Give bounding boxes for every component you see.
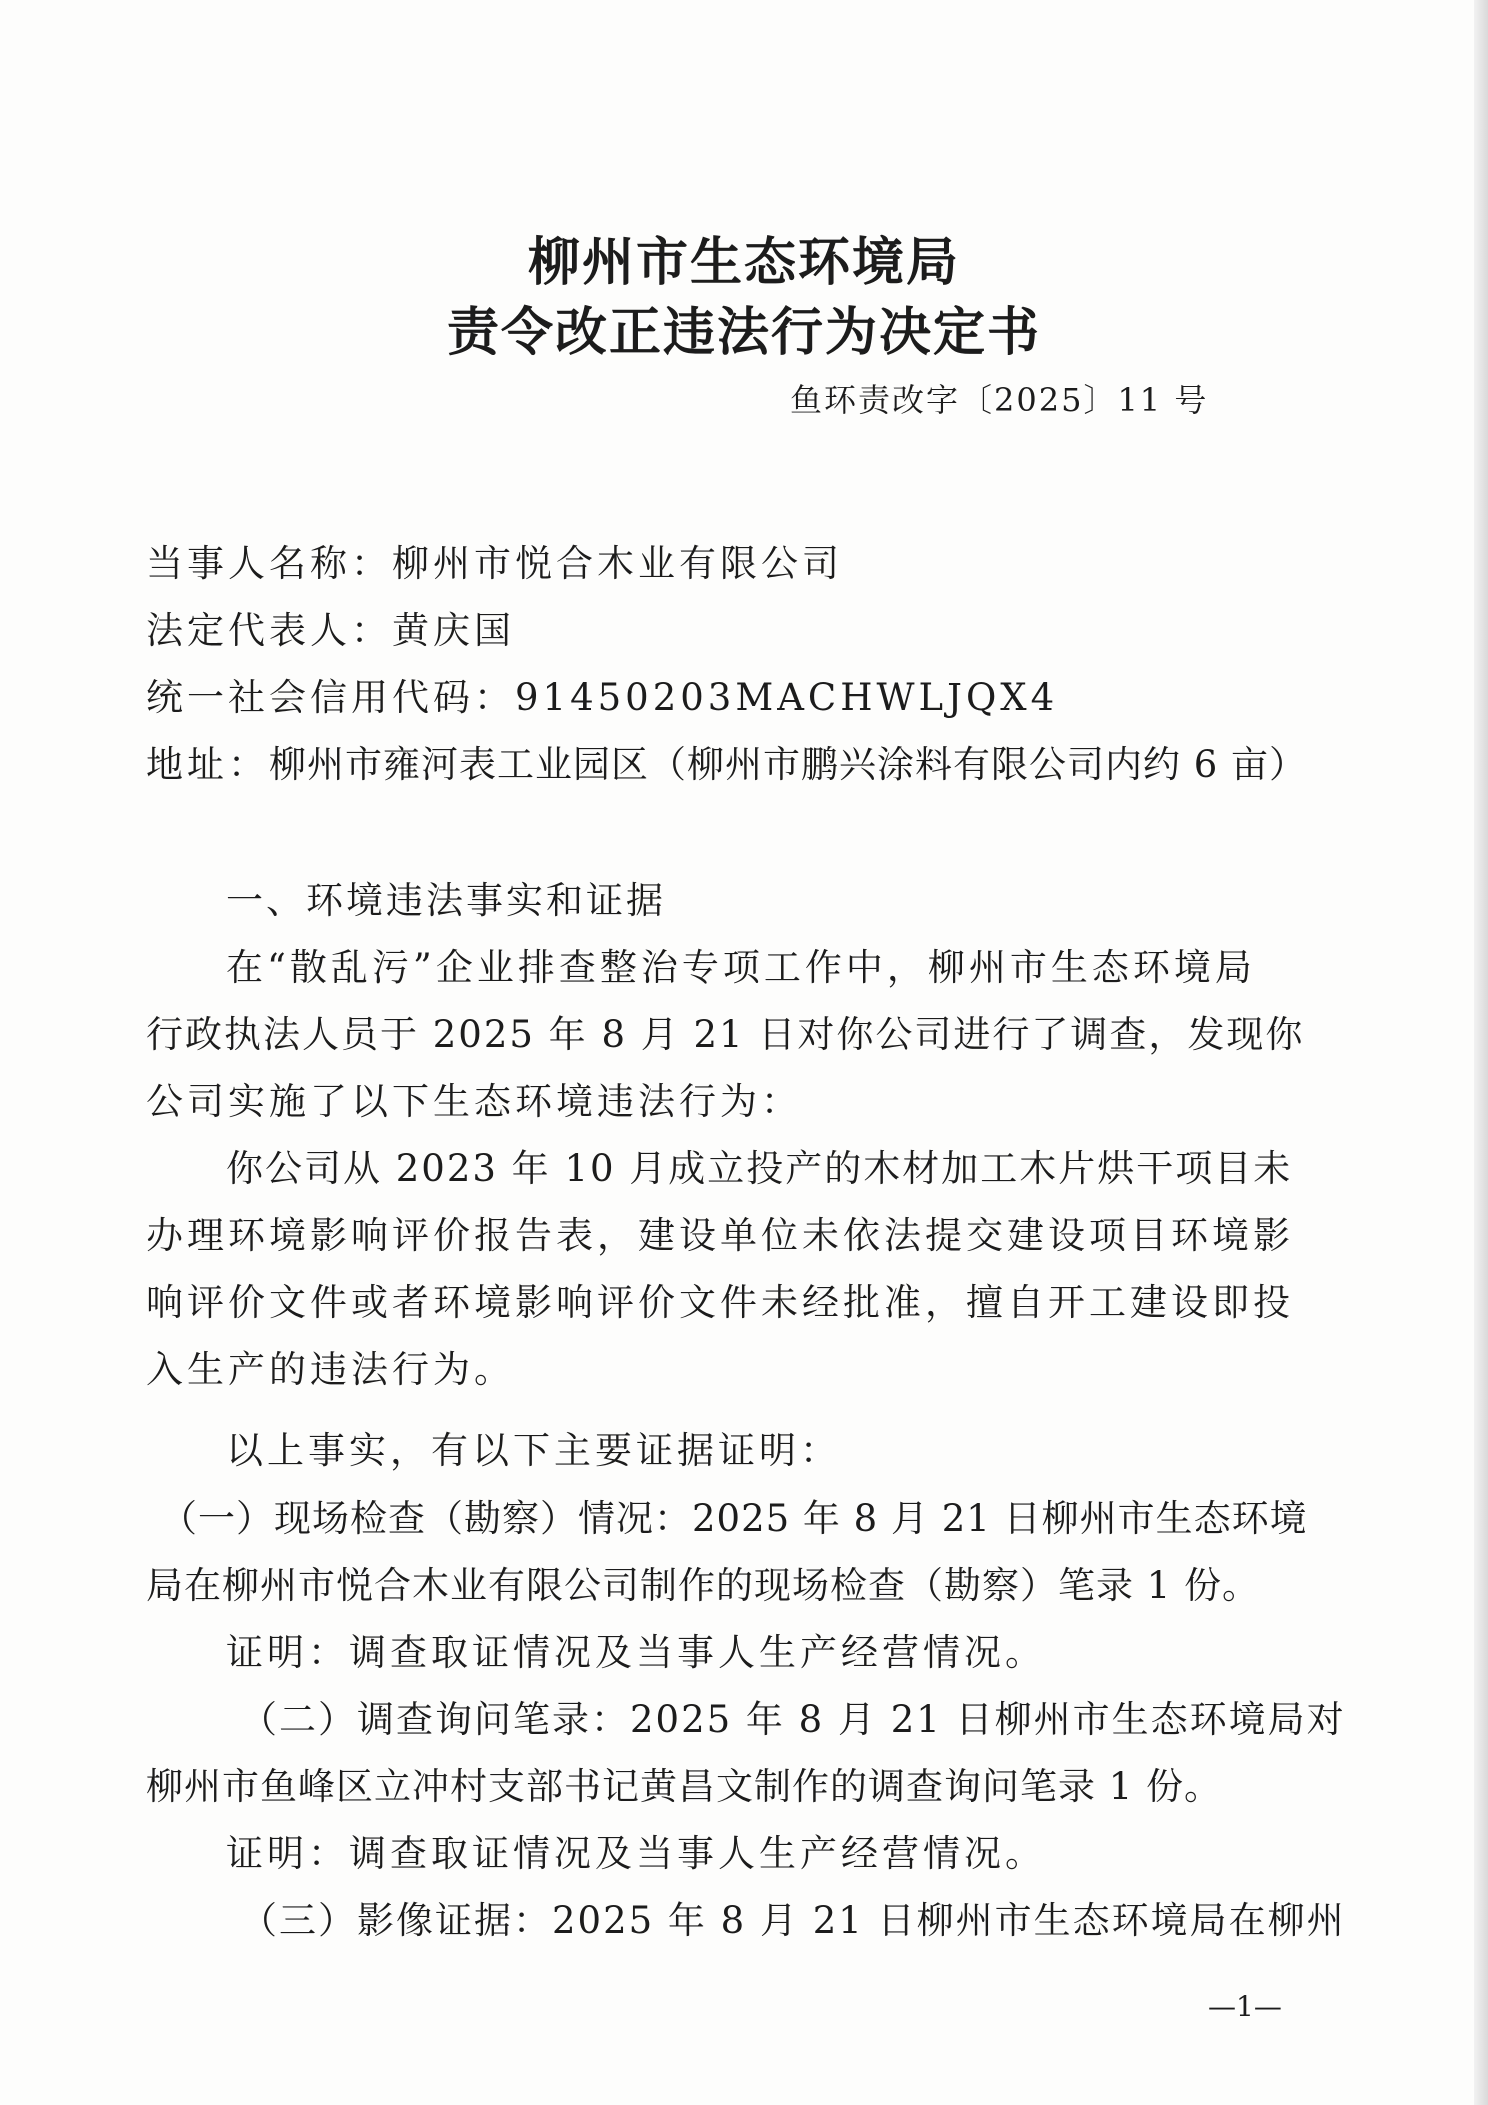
body-line: 公司实施了以下生态环境违法行为： [146, 1080, 802, 1123]
body-line: 你公司从 2023 年 10 月成立投产的木材加工木片烘干项目未 [226, 1147, 1293, 1190]
credit-code-label: 统一社会信用代码： [146, 676, 515, 719]
body-line: 局在柳州市悦合木业有限公司制作的现场检查（勘察）笔录 1 份。 [146, 1564, 1261, 1607]
proof-line: 证明：调查取证情况及当事人生产经营情况。 [226, 1832, 1046, 1875]
section-heading: 一、环境违法事实和证据 [226, 879, 666, 922]
address-row [146, 734, 1307, 788]
body-line: 入生产的违法行为。 [146, 1348, 515, 1391]
body-line: 柳州市鱼峰区立冲村支部书记黄昌文制作的调查询问笔录 1 份。 [146, 1765, 1223, 1808]
party-name-value: 柳州市悦合木业有限公司 [392, 542, 843, 585]
party-name-row [146, 533, 843, 587]
document-title: 责令改正违法行为决定书 [446, 302, 1041, 363]
party-name-label: 当事人名称： [146, 542, 392, 585]
body-line: 以上事实，有以下主要证据证明： [226, 1429, 841, 1472]
body-line: 响评价文件或者环境影响评价文件未经批准，擅自开工建设即投 [146, 1281, 1294, 1324]
evidence-item: （一）现场检查（勘察）情况：2025 年 8 月 21 日柳州市生态环境 [160, 1497, 1308, 1540]
evidence-item: （二）调查询问笔录：2025 年 8 月 21 日柳州市生态环境局对 [240, 1698, 1346, 1741]
issuer-title: 柳州市生态环境局 [527, 232, 960, 293]
address-value: 柳州市雍河表工业园区（柳州市鹏兴涂料有限公司内约 6 亩） [269, 743, 1308, 786]
legal-rep-label: 法定代表人： [146, 609, 392, 652]
legal-rep-row [146, 600, 515, 654]
address-label: 地址： [146, 743, 269, 786]
body-line: 办理环境影响评价报告表，建设单位未依法提交建设项目环境影 [146, 1214, 1294, 1257]
page-number: —1— [1208, 1990, 1282, 2023]
legal-rep-value: 黄庆国 [392, 609, 515, 652]
document-number: 鱼环责改字〔2025〕11 号 [790, 381, 1209, 419]
body-line: 在“散乱污”企业排查整治专项工作中，柳州市生态环境局 [226, 946, 1256, 989]
evidence-item: （三）影像证据：2025 年 8 月 21 日柳州市生态环境局在柳州 [240, 1899, 1346, 1942]
body-line: 行政执法人员于 2025 年 8 月 21 日对你公司进行了调查，发现你 [146, 1013, 1305, 1056]
credit-code-row [146, 667, 1058, 721]
proof-line: 证明：调查取证情况及当事人生产经营情况。 [226, 1631, 1046, 1674]
credit-code-value: 91450203MACHWLJQX4 [515, 676, 1059, 719]
